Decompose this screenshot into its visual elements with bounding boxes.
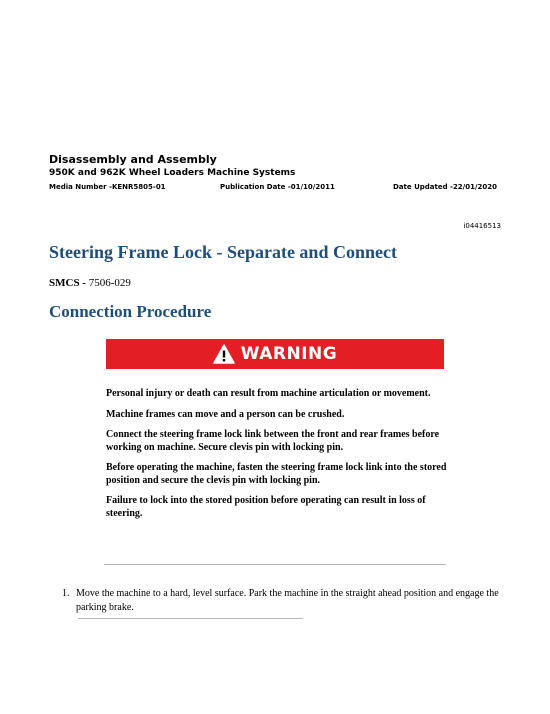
warning-divider — [104, 564, 446, 565]
warning-body — [106, 388, 452, 528]
document-subtitle: 950K and 962K Wheel Loaders Machine Systems — [49, 168, 296, 178]
warning-paragraph: Failure to lock into the stored position before operating can result in loss of steering. — [106, 495, 426, 519]
warning-banner — [106, 339, 444, 369]
warning-triangle-icon — [213, 344, 235, 364]
document-id: i04416513 — [463, 222, 501, 230]
date-updated: Date Updated -22/01/2020 — [393, 183, 498, 191]
section-title: Connection Procedure — [49, 302, 212, 321]
smcs-code — [49, 277, 131, 289]
step-item — [62, 587, 512, 615]
warning-paragraph: Machine frames can move and a person can be crushed. — [106, 408, 345, 420]
warning-paragraph: Connect the steering frame lock link between the front and rear frames before working on machine. Secure clevis pin with locking pin. — [106, 429, 440, 453]
smcs-label: SMCS - — [49, 277, 86, 289]
warning-label: WARNING — [240, 344, 338, 364]
publication-date: Publication Date -01/10/2011 — [220, 183, 335, 191]
document-category: Disassembly and Assembly — [49, 153, 217, 166]
step-divider — [78, 618, 303, 619]
smcs-value: 7506-029 — [88, 277, 131, 289]
warning-paragraph: Personal injury or death can result from machine articulation or movement. — [106, 388, 431, 399]
warning-paragraph: Before operating the machine, fasten the steering frame lock link into the stored position and secure the clevis pin with locking pin. — [106, 462, 447, 486]
page-title: Steering Frame Lock - Separate and Connect — [49, 242, 397, 262]
media-number: Media Number -KENR5805-01 — [49, 183, 166, 191]
step-text: Move the machine to a hard, level surface. Park the machine in the straight ahead position and engage the parking brake. — [76, 588, 499, 613]
step-number: 1. — [62, 588, 70, 599]
